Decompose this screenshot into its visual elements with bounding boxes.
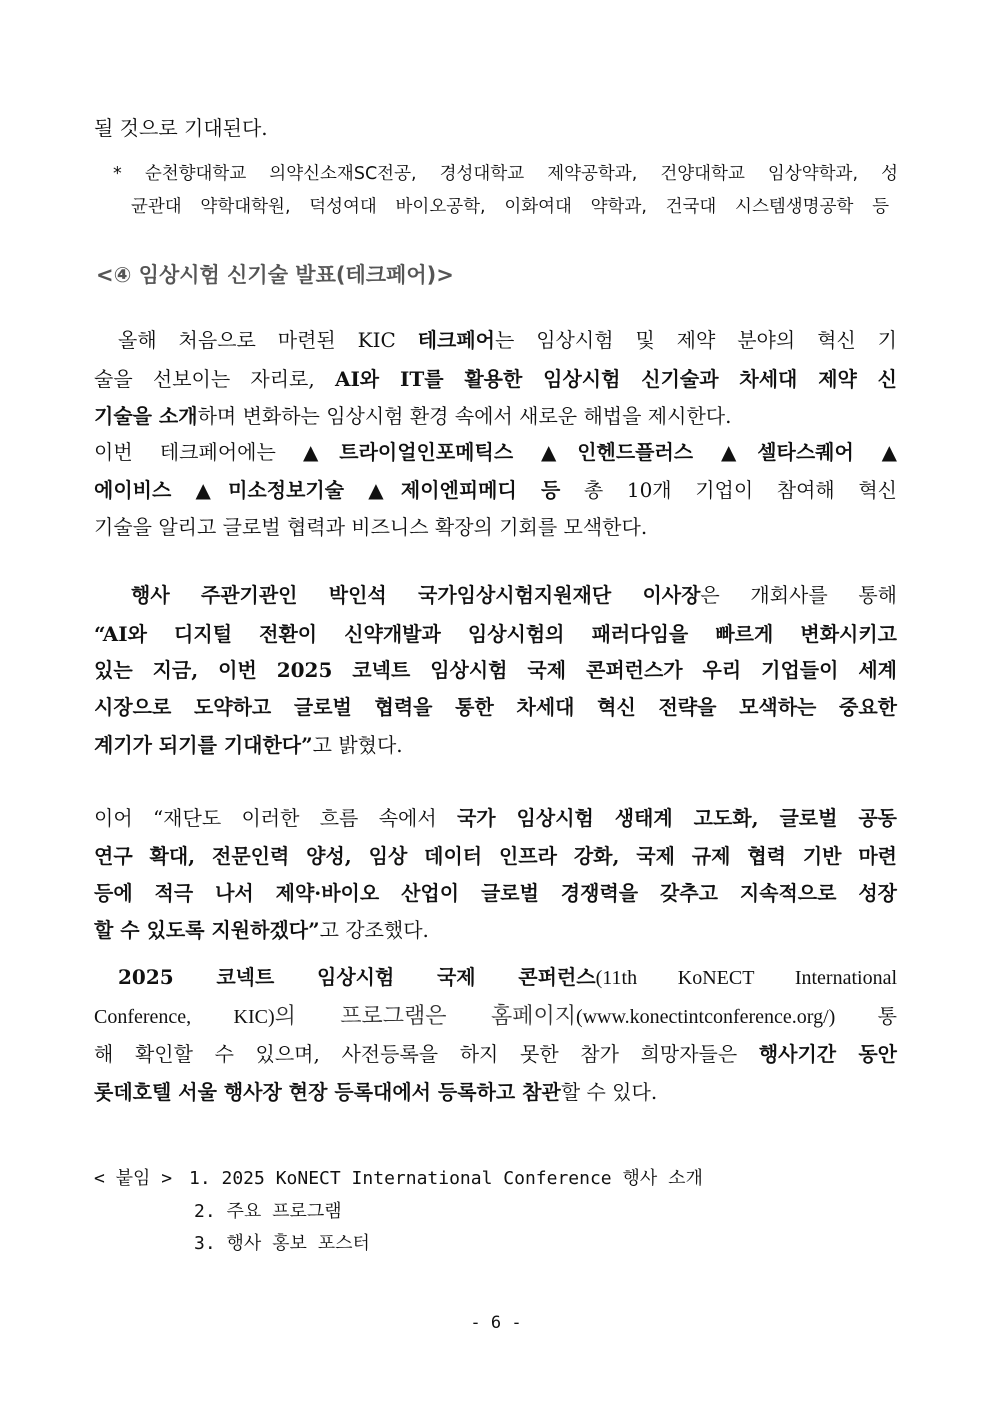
paragraph-line: 기술을 알리고 글로벌 협력과 비즈니스 확장의 기회를 모색한다. bbox=[94, 515, 648, 539]
paragraph-line: “AI와 디지털 전환이 신약개발과 임상시험의 패러다임을 빠르게 변화시키고 bbox=[94, 622, 897, 646]
paragraph-line: 시장으로 도약하고 글로벌 협력을 통한 차세대 혁신 전략을 모색하는 중요한 bbox=[94, 695, 897, 719]
paragraph-line bbox=[94, 730, 897, 760]
bold-text-span: 계기가 되기를 기대한다” bbox=[94, 733, 313, 757]
paragraph-line: 등에 적극 나서 제약·바이오 산업이 글로벌 경쟁력을 갖추고 지속적으로 성장 bbox=[94, 881, 897, 905]
bold-text-span: ▲트라이얼인포메틱스 ▲인헨드플러스 ▲셀타스퀘어 ▲ bbox=[303, 440, 898, 464]
section-heading: <④ 임상시험 신기술 발표(테크페어)> bbox=[96, 263, 454, 287]
bold-text-span: 에이비스 ▲미소정보기술 ▲제이엔피메디 등 bbox=[94, 478, 561, 502]
bold-text-span: 롯데호텔 서울 행사장 현장 등록대에서 등록하고 참관 bbox=[94, 1080, 561, 1104]
bold-text-span: AI와 IT를 활용한 임상시험 신기술과 차세대 제약 신 bbox=[334, 367, 897, 391]
footnote-line-1: * 순천향대학교 의약신소재SC전공, 경성대학교 제약공학과, 건양대학교 임상약학과, 성 bbox=[113, 164, 898, 184]
text-span: 는 임상시험 및 제약 분야의 혁신 기 bbox=[495, 328, 897, 352]
text-span: 술을 선보이는 자리로, bbox=[94, 367, 335, 391]
bold-text-span: 2025 코넥트 임상시험 국제 콘퍼런스 bbox=[118, 965, 596, 989]
attachment-item: 2. 주요 프로그램 bbox=[194, 1201, 342, 1222]
text-span: Conference, KIC) bbox=[94, 1006, 275, 1028]
intro-tail-text: 될 것으로 기대된다. bbox=[94, 116, 268, 140]
website-url-text: (www.konectintconference.org/) 통 bbox=[575, 1006, 897, 1028]
attachment-item: 3. 행사 홍보 포스터 bbox=[194, 1233, 370, 1254]
text-span: 이어 “재단도 이러한 흐름 속에서 bbox=[94, 806, 457, 830]
paragraph-line: 연구 확대, 전문인력 양성, 임상 데이터 인프라 강화, 국제 규제 협력 기반 마련 bbox=[94, 844, 897, 868]
text-span: 고 밝혔다. bbox=[312, 733, 403, 757]
paragraph-line bbox=[118, 962, 897, 993]
text-span: 의 프로그램은 홈페이지 bbox=[274, 1004, 576, 1029]
paragraph-line bbox=[131, 580, 897, 610]
text-span: 은 개회사를 통해 bbox=[700, 583, 897, 607]
text-span: 하며 변화하는 임상시험 환경 속에서 새로운 해법을 제시한다. bbox=[197, 404, 732, 428]
bold-text-span: 테크페어 bbox=[417, 328, 495, 352]
text-span: 총 10개 기업이 참여해 혁신 bbox=[560, 478, 897, 502]
bold-text-span: 행사 주관기관인 박인석 국가임상시험지원재단 이사장 bbox=[131, 583, 701, 607]
page-number: - 6 - bbox=[470, 1313, 522, 1333]
text-span: 올해 처음으로 마련된 KIC bbox=[118, 328, 418, 352]
bold-text-span: 기술을 소개 bbox=[94, 404, 198, 428]
paragraph-line: 있는 지금, 이번 2025 코넥트 임상시험 국제 콘퍼런스가 우리 기업들이 세계 bbox=[94, 658, 897, 682]
attachment-item: 1. 2025 KoNECT International Conference 행사 소개 bbox=[189, 1168, 703, 1189]
text-span: 이번 테크페어에는 bbox=[94, 440, 304, 464]
paragraph-line bbox=[94, 364, 897, 394]
paragraph-line bbox=[94, 437, 897, 467]
text-span: 할 수 있다. bbox=[560, 1080, 658, 1104]
paragraph-line bbox=[118, 325, 897, 355]
attachments-label: < 붙임 > bbox=[94, 1168, 173, 1189]
bold-text-span: 국가 임상시험 생태계 고도화, 글로벌 공동 bbox=[456, 806, 898, 830]
paragraph-line bbox=[94, 1001, 897, 1032]
paragraph-line bbox=[94, 401, 897, 431]
paragraph-line bbox=[94, 1077, 897, 1107]
paragraph-line bbox=[94, 1039, 897, 1069]
text-span: 해 확인할 수 있으며, 사전등록을 하지 못한 참가 희망자들은 bbox=[94, 1042, 759, 1066]
bold-text-span: 행사기간 동안 bbox=[758, 1042, 897, 1066]
paragraph-line bbox=[94, 475, 897, 505]
paragraph-line bbox=[94, 915, 897, 945]
bold-text-span: 할 수 있도록 지원하겠다” bbox=[94, 918, 320, 942]
text-span: (11th KoNECT International bbox=[595, 967, 897, 989]
paragraph-line bbox=[94, 803, 897, 833]
text-span: 고 강조했다. bbox=[319, 918, 429, 942]
footnote-line-2: 균관대 약학대학원, 덕성여대 바이오공학, 이화여대 약학과, 건국대 시스템생명공학 등 bbox=[131, 197, 889, 217]
